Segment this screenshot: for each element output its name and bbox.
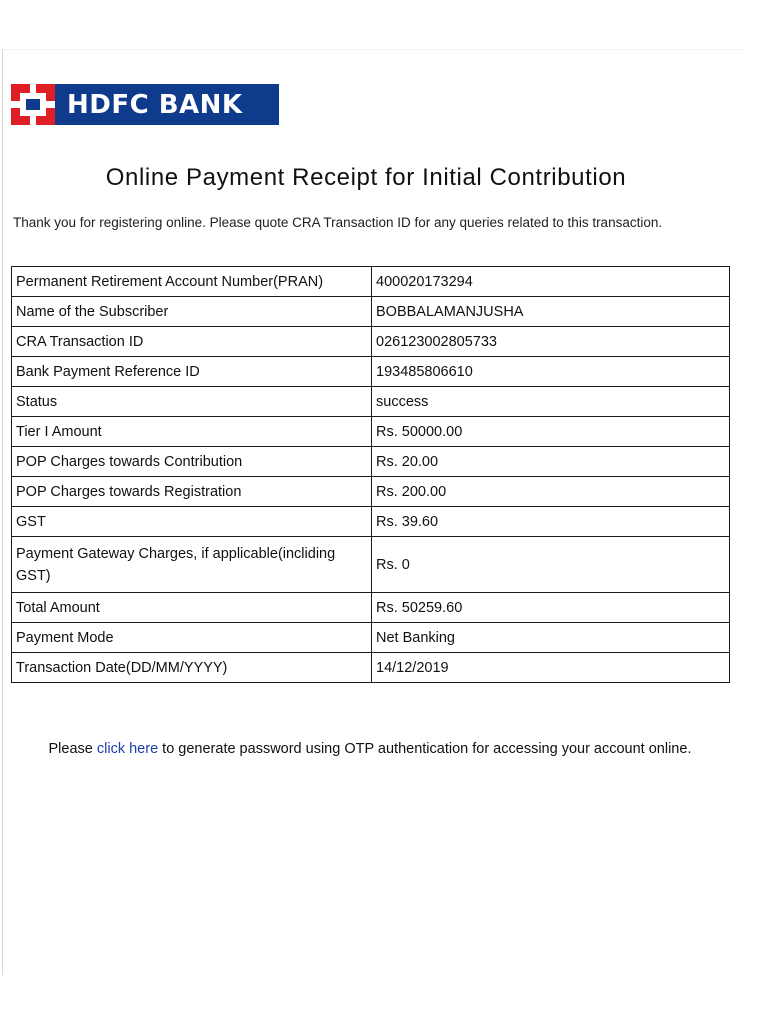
row-value-gst: Rs. 39.60 [372,507,730,537]
row-label-status: Status [12,387,372,417]
page-title: Online Payment Receipt for Initial Contribution [105,164,627,191]
table-row [12,357,730,387]
table-row [12,507,730,537]
receipt-table [11,266,730,683]
row-label-bank-payment-reference: Bank Payment Reference ID [12,357,372,387]
logo-brand-text: HDFC BANK [55,84,279,125]
table-row [12,267,730,297]
footer-prefix: Please [48,741,97,757]
table-row [12,327,730,357]
footer-note [30,736,710,762]
row-value-subscriber-name: BOBBALAMANJUSHA [372,297,730,327]
row-value-pop-registration: Rs. 200.00 [372,477,730,507]
table-row [12,653,730,683]
table-row [12,297,730,327]
row-value-pran: 400020173294 [372,267,730,297]
table-row [12,447,730,477]
row-label-transaction-date: Transaction Date(DD/MM/YYYY) [12,653,372,683]
row-value-payment-mode: Net Banking [372,623,730,653]
row-label-gst: GST [12,507,372,537]
row-value-gateway-charges: Rs. 0 [372,537,730,593]
table-row [12,623,730,653]
row-label-payment-mode: Payment Mode [12,623,372,653]
row-label-pran: Permanent Retirement Account Number(PRAN) [12,267,372,297]
row-value-pop-contribution: Rs. 20.00 [372,447,730,477]
row-label-total-amount: Total Amount [12,593,372,623]
row-label-tier-amount: Tier I Amount [12,417,372,447]
table-row [12,537,730,593]
row-value-bank-payment-reference: 193485806610 [372,357,730,387]
row-value-tier-amount: Rs. 50000.00 [372,417,730,447]
table-row [12,477,730,507]
row-label-cra-transaction-id: CRA Transaction ID [12,327,372,357]
footer-suffix: to generate password using OTP authentication for accessing your account online. [158,741,692,757]
table-row [12,417,730,447]
hdfc-bank-logo [11,84,279,125]
row-label-pop-registration: POP Charges towards Registration [12,477,372,507]
row-label-pop-contribution: POP Charges towards Contribution [12,447,372,477]
intro-text: Thank you for registering online. Please quote CRA Transaction ID for any queries related to this transaction. [13,215,663,230]
row-value-status: success [372,387,730,417]
row-value-cra-transaction-id: 026123002805733 [372,327,730,357]
row-value-total-amount: Rs. 50259.60 [372,593,730,623]
row-label-subscriber-name: Name of the Subscriber [12,297,372,327]
click-here-link[interactable]: click here [96,741,159,757]
hdfc-logo-mark-icon [11,84,55,125]
table-row [12,387,730,417]
row-label-gateway-charges: Payment Gateway Charges, if applicable(incliding GST) [12,537,372,593]
row-value-transaction-date: 14/12/2019 [372,653,730,683]
table-row [12,593,730,623]
